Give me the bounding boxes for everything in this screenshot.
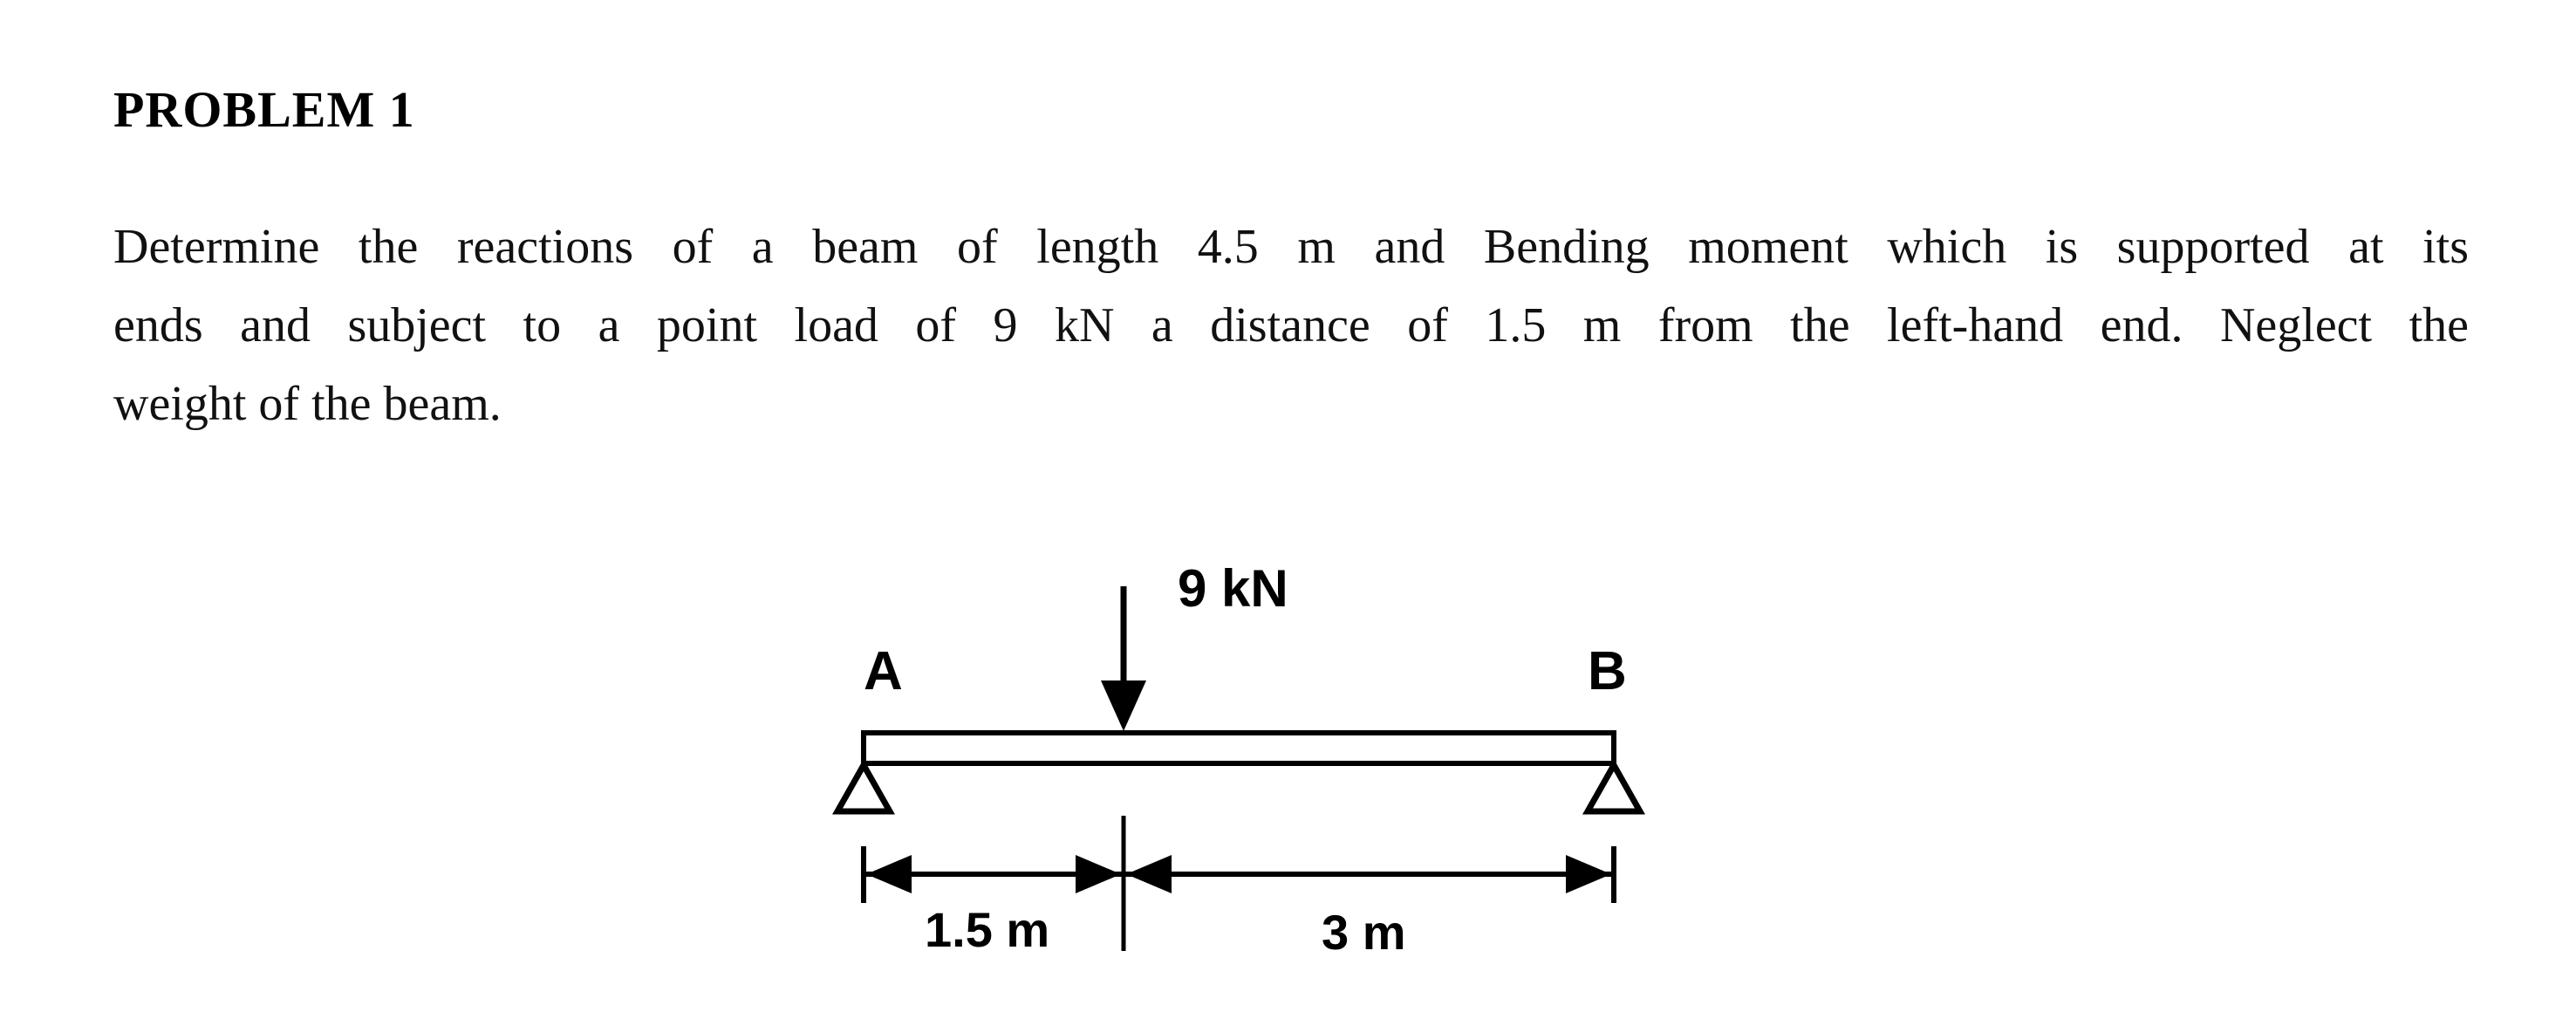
load-arrow bbox=[1101, 586, 1146, 731]
support-b-label: B bbox=[1588, 641, 1627, 701]
load-label: 9 kN bbox=[1178, 559, 1288, 618]
pin-support-a bbox=[837, 765, 890, 811]
problem-line-3: weight of the beam. bbox=[113, 377, 502, 431]
beam bbox=[864, 733, 1614, 763]
problem-heading: PROBLEM 1 bbox=[113, 81, 415, 138]
problem-line-2: ends and subject to a point load of 9 kN a distance of 1.5 m from the left-hand end. Neglect the bbox=[113, 298, 2469, 352]
support-a-label: A bbox=[864, 641, 903, 701]
pin-support-b bbox=[1588, 765, 1640, 811]
problem-line-1: Determine the reactions of a beam of length 4.5 m and Bending moment which is supported at its bbox=[113, 220, 2469, 274]
dim-right-label: 3 m bbox=[1322, 905, 1406, 960]
dim-left-label: 1.5 m bbox=[925, 902, 1050, 957]
